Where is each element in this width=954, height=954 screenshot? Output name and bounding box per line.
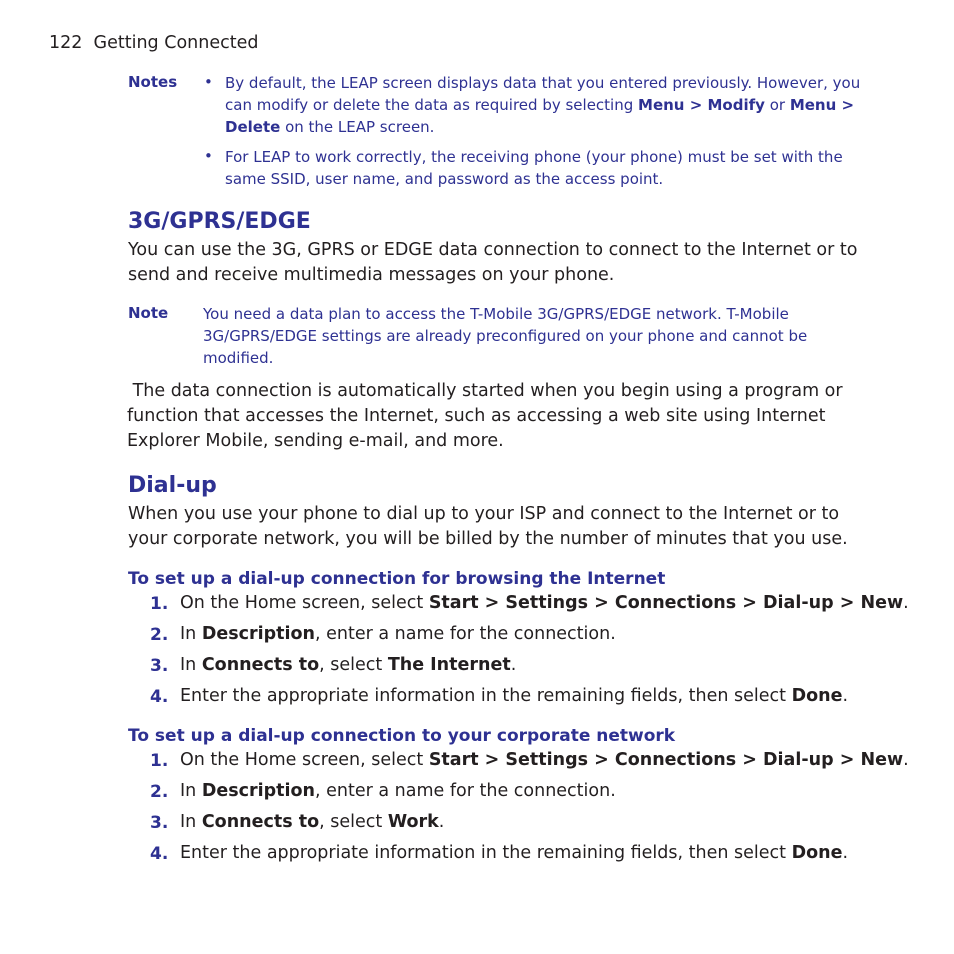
bullet-symbol: • xyxy=(204,147,213,165)
step-text: In Connects to, select The Internet. xyxy=(180,655,517,675)
notes-label: Notes xyxy=(128,73,178,91)
gprs-note-text: You need a data plan to access the T-Mobile 3G/GPRS/EDGE network. T-Mobile 3G/GPRS/EDGE settings are already preconfigured on your phone and cannot be modified. xyxy=(203,305,808,367)
note-item: By default, the LEAP screen displays data that you entered previously. However, you can modify or delete the data as required by selecting Menu > Modify or Menu > Delete on the LEAP screen. xyxy=(225,74,861,136)
step-text: Enter the appropriate information in the remaining fields, then select Done. xyxy=(180,843,849,863)
page-header xyxy=(49,33,258,53)
gprs-paragraph: The data connection is automatically started when you begin using a program or function that accesses the Internet, such as accessing a web site using Internet Explorer Mobile, sending e-mail, and more. xyxy=(127,381,849,451)
step-text: In Description, enter a name for the connection. xyxy=(180,781,616,801)
step-number: 4. xyxy=(150,844,169,864)
step-text: In Connects to, select Work. xyxy=(180,812,445,832)
step-text: On the Home screen, select Start > Settings > Connections > Dial-up > New. xyxy=(180,750,909,770)
step-number: 1. xyxy=(150,594,169,614)
procedure-title: To set up a dial-up connection to your corporate network xyxy=(128,726,676,746)
step-number: 3. xyxy=(150,656,169,676)
step-number: 2. xyxy=(150,625,169,645)
page-number: 122 xyxy=(49,33,83,53)
note-label: Note xyxy=(128,304,169,322)
step-number: 4. xyxy=(150,687,169,707)
bullet-symbol: • xyxy=(204,73,213,91)
section-title: Getting Connected xyxy=(93,33,259,53)
procedure-title: To set up a dial-up connection for browsing the Internet xyxy=(128,569,666,589)
step-number: 2. xyxy=(150,782,169,802)
section-heading-gprs: 3G/GPRS/EDGE xyxy=(128,209,311,234)
step-text: On the Home screen, select Start > Settings > Connections > Dial-up > New. xyxy=(180,593,909,613)
step-text: Enter the appropriate information in the remaining fields, then select Done. xyxy=(180,686,849,706)
note-item: For LEAP to work correctly, the receiving phone (your phone) must be set with the same SSID, user name, and password as the access point. xyxy=(225,148,843,188)
gprs-intro: You can use the 3G, GPRS or EDGE data connection to connect to the Internet or to send and receive multimedia messages on your phone. xyxy=(128,240,858,285)
section-heading-dialup: Dial-up xyxy=(128,473,217,498)
dialup-intro: When you use your phone to dial up to your ISP and connect to the Internet or to your corporate network, you will be billed by the number of minutes that you use. xyxy=(128,504,848,549)
step-number: 1. xyxy=(150,751,169,771)
step-text: In Description, enter a name for the connection. xyxy=(180,624,616,644)
step-number: 3. xyxy=(150,813,169,833)
